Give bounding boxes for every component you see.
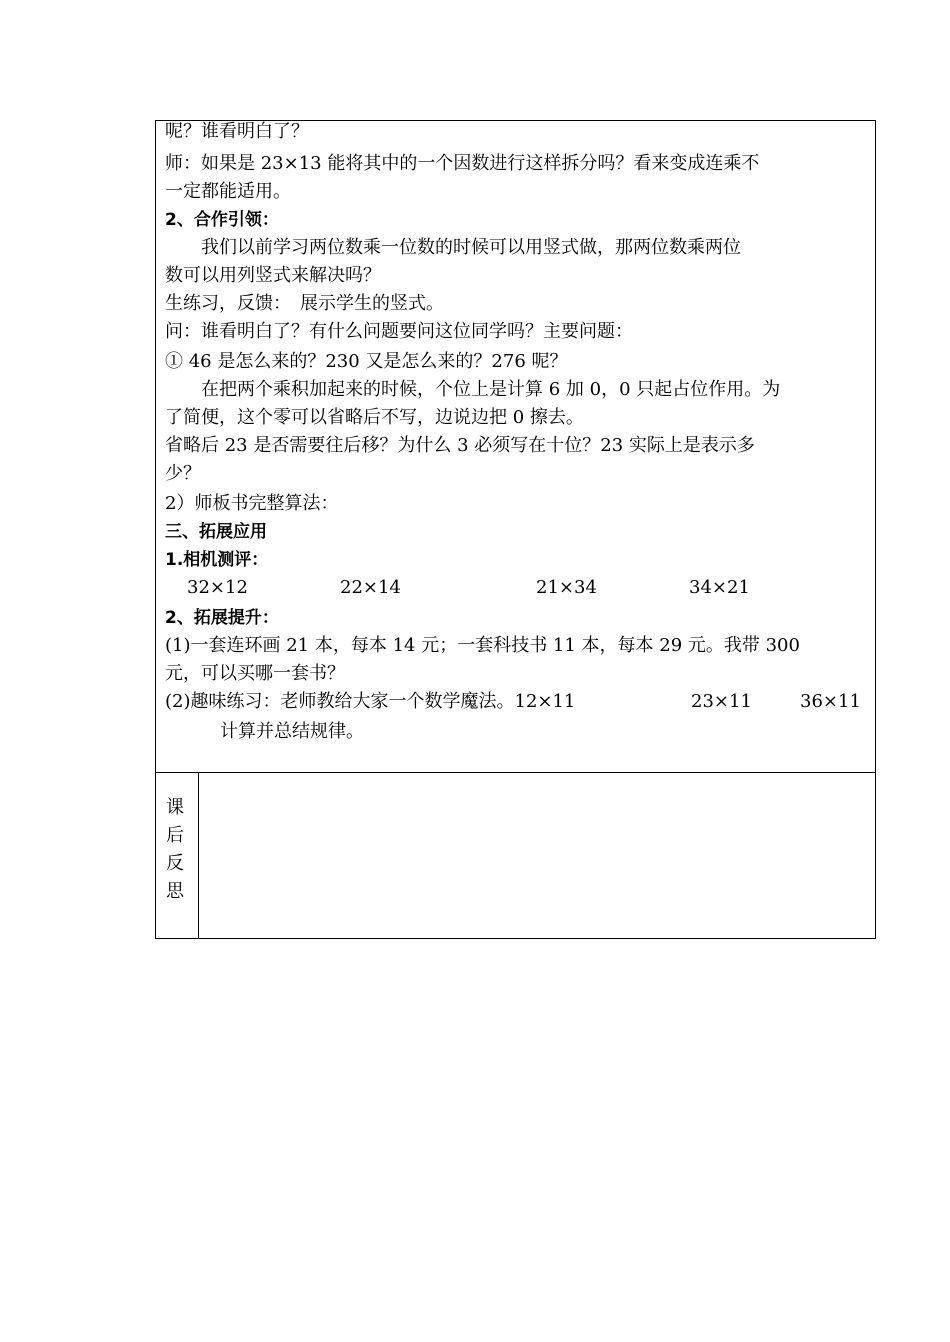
text-line: 问：谁看明白了？有什么问题要问这位同学吗？主要问题： xyxy=(165,321,633,342)
text-line: 元，可以买哪一套书？ xyxy=(165,663,345,684)
calc-item: 21×34 xyxy=(536,577,597,598)
text-line: 计算并总结规律。 xyxy=(220,721,364,742)
section-heading: 三、拓展应用 xyxy=(165,522,267,542)
text-line: 一定都能适用。 xyxy=(165,181,291,202)
text-line: 少？ xyxy=(165,463,201,484)
reflection-label-char: 反 xyxy=(166,853,184,874)
calc-item: 23×11 xyxy=(691,691,752,712)
text-line: (1)一套连环画 21 本，每本 14 元；一套科技书 11 本，每本 29 元。我带 300 xyxy=(165,635,800,656)
reflection-label-cell xyxy=(156,773,199,938)
text-line: ① 46 是怎么来的？230 又是怎么来的？276 呢？ xyxy=(165,351,568,372)
reflection-label-char: 课 xyxy=(166,797,184,818)
lesson-content-cell xyxy=(156,121,875,773)
calc-item: 34×21 xyxy=(689,577,750,598)
text-line: 了简便，这个零可以省略后不写，边说边把 0 擦去。 xyxy=(165,407,584,428)
section-heading: 2、合作引领： xyxy=(165,210,279,230)
text-line: 数可以用列竖式来解决吗？ xyxy=(165,265,381,286)
text-line: 师：如果是 23×13 能将其中的一个因数进行这样拆分吗？看来变成连乘不 xyxy=(165,153,760,174)
calc-item: 32×12 xyxy=(187,577,248,598)
text-line: 生练习，反馈： 展示学生的竖式。 xyxy=(165,293,444,314)
text-line: 在把两个乘积加起来的时候，个位上是计算 6 加 0，0 只起占位作用。为 xyxy=(165,379,781,400)
calc-item: 22×14 xyxy=(340,577,401,598)
text-line: 省略后 23 是否需要往后移？为什么 3 必须写在十位？23 实际上是表示多 xyxy=(165,435,755,456)
section-heading: 2、拓展提升： xyxy=(165,608,279,628)
calc-item: 36×11 xyxy=(800,691,861,712)
reflection-body-cell xyxy=(199,773,875,938)
section-heading: 1.相机测评： xyxy=(165,550,269,570)
text-line: 2）师板书完整算法： xyxy=(165,493,339,514)
reflection-label-char: 后 xyxy=(166,825,184,846)
lesson-table xyxy=(155,120,876,939)
text-line: 呢？谁看明白了？ xyxy=(165,121,309,142)
reflection-label-char: 思 xyxy=(166,881,184,902)
text-line: (2)趣味练习：老师教给大家一个数学魔法。12×11 xyxy=(165,691,576,712)
text-line: 我们以前学习两位数乘一位数的时候可以用竖式做，那两位数乘两位 xyxy=(165,237,741,258)
